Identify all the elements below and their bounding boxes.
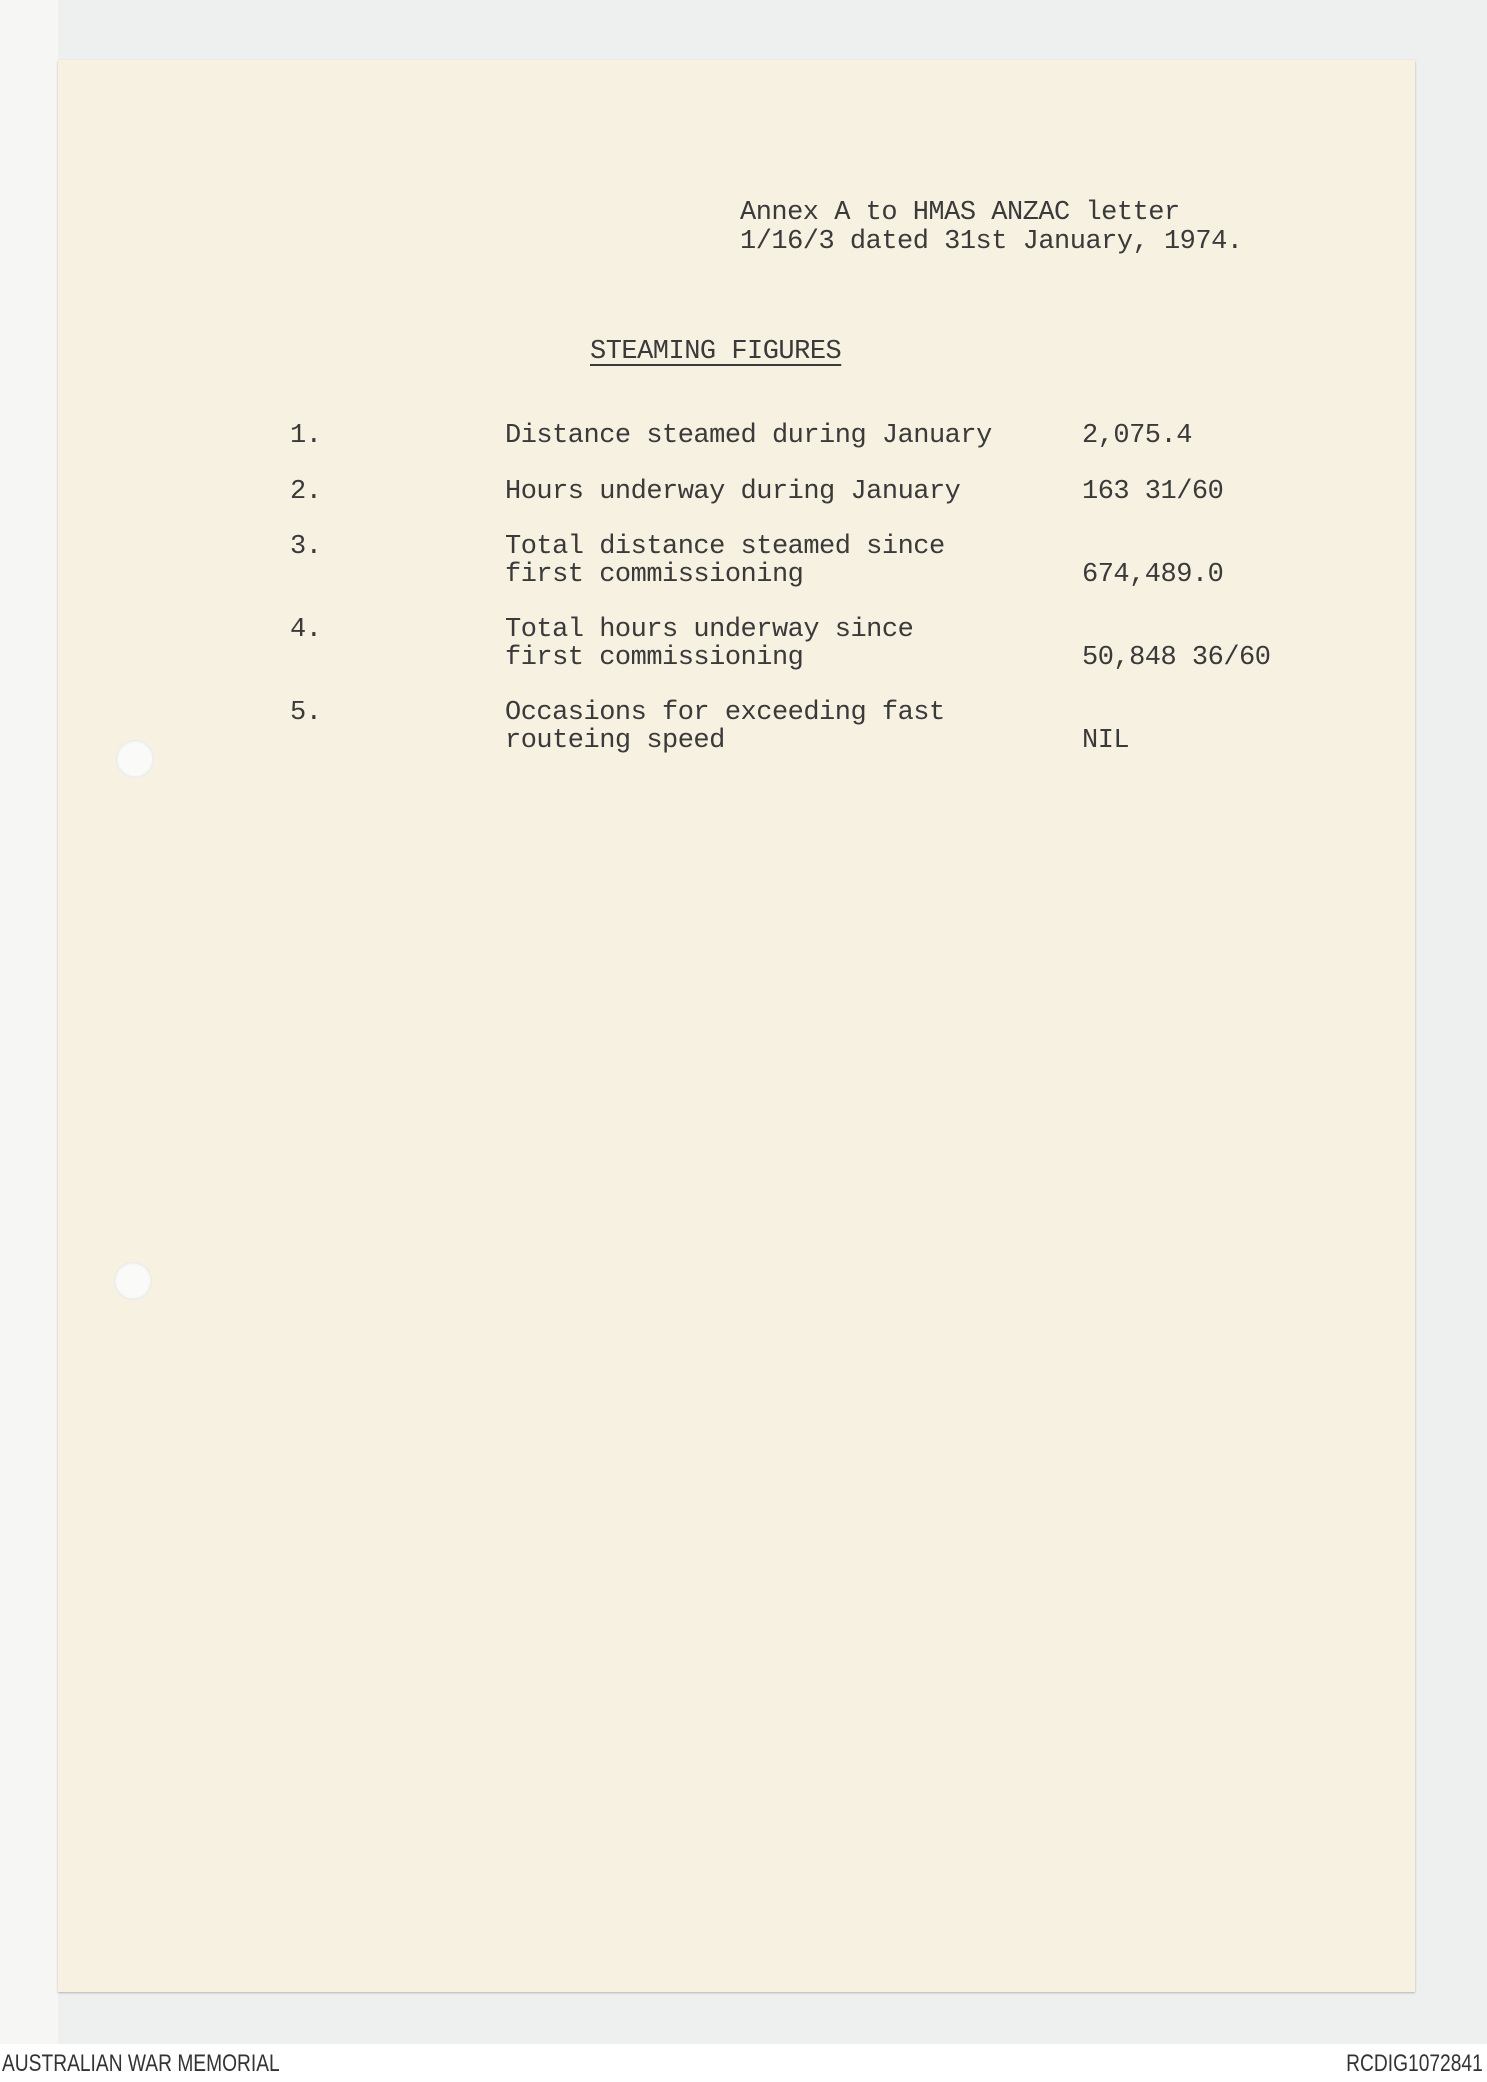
item-value: 50,848 36/60 (1082, 643, 1271, 673)
item-number: 1. (290, 421, 322, 451)
item-label: Distance steamed during January (505, 421, 992, 451)
item-label-continued: first commissioning (505, 560, 804, 590)
punch-hole (116, 740, 154, 778)
scan-left-edge (0, 0, 58, 2044)
footer-institution: AUSTRALIAN WAR MEMORIAL (2, 2050, 280, 2077)
item-value: NIL (1082, 726, 1130, 756)
item-label-continued: first commissioning (505, 643, 804, 673)
footer-identifier: RCDIG1072841 (1346, 2050, 1483, 2077)
item-label-continued: routeing speed (505, 726, 725, 756)
item-label: Occasions for exceeding fast (505, 698, 945, 728)
item-number: 5. (290, 698, 322, 728)
item-label: Total distance steamed since (505, 532, 945, 562)
item-number: 4. (290, 615, 322, 645)
punch-hole (114, 1262, 152, 1300)
document-title: STEAMING FIGURES (590, 337, 842, 367)
annex-reference-line-2: 1/16/3 dated 31st January, 1974. (740, 227, 1243, 257)
item-number: 3. (290, 532, 322, 562)
item-value: 2,075.4 (1082, 421, 1192, 451)
item-label: Hours underway during January (505, 477, 961, 507)
item-value: 163 31/60 (1082, 477, 1224, 507)
item-value: 674,489.0 (1082, 560, 1224, 590)
annex-reference-line-1: Annex A to HMAS ANZAC letter (740, 198, 1180, 228)
item-label: Total hours underway since (505, 615, 914, 645)
item-number: 2. (290, 477, 322, 507)
